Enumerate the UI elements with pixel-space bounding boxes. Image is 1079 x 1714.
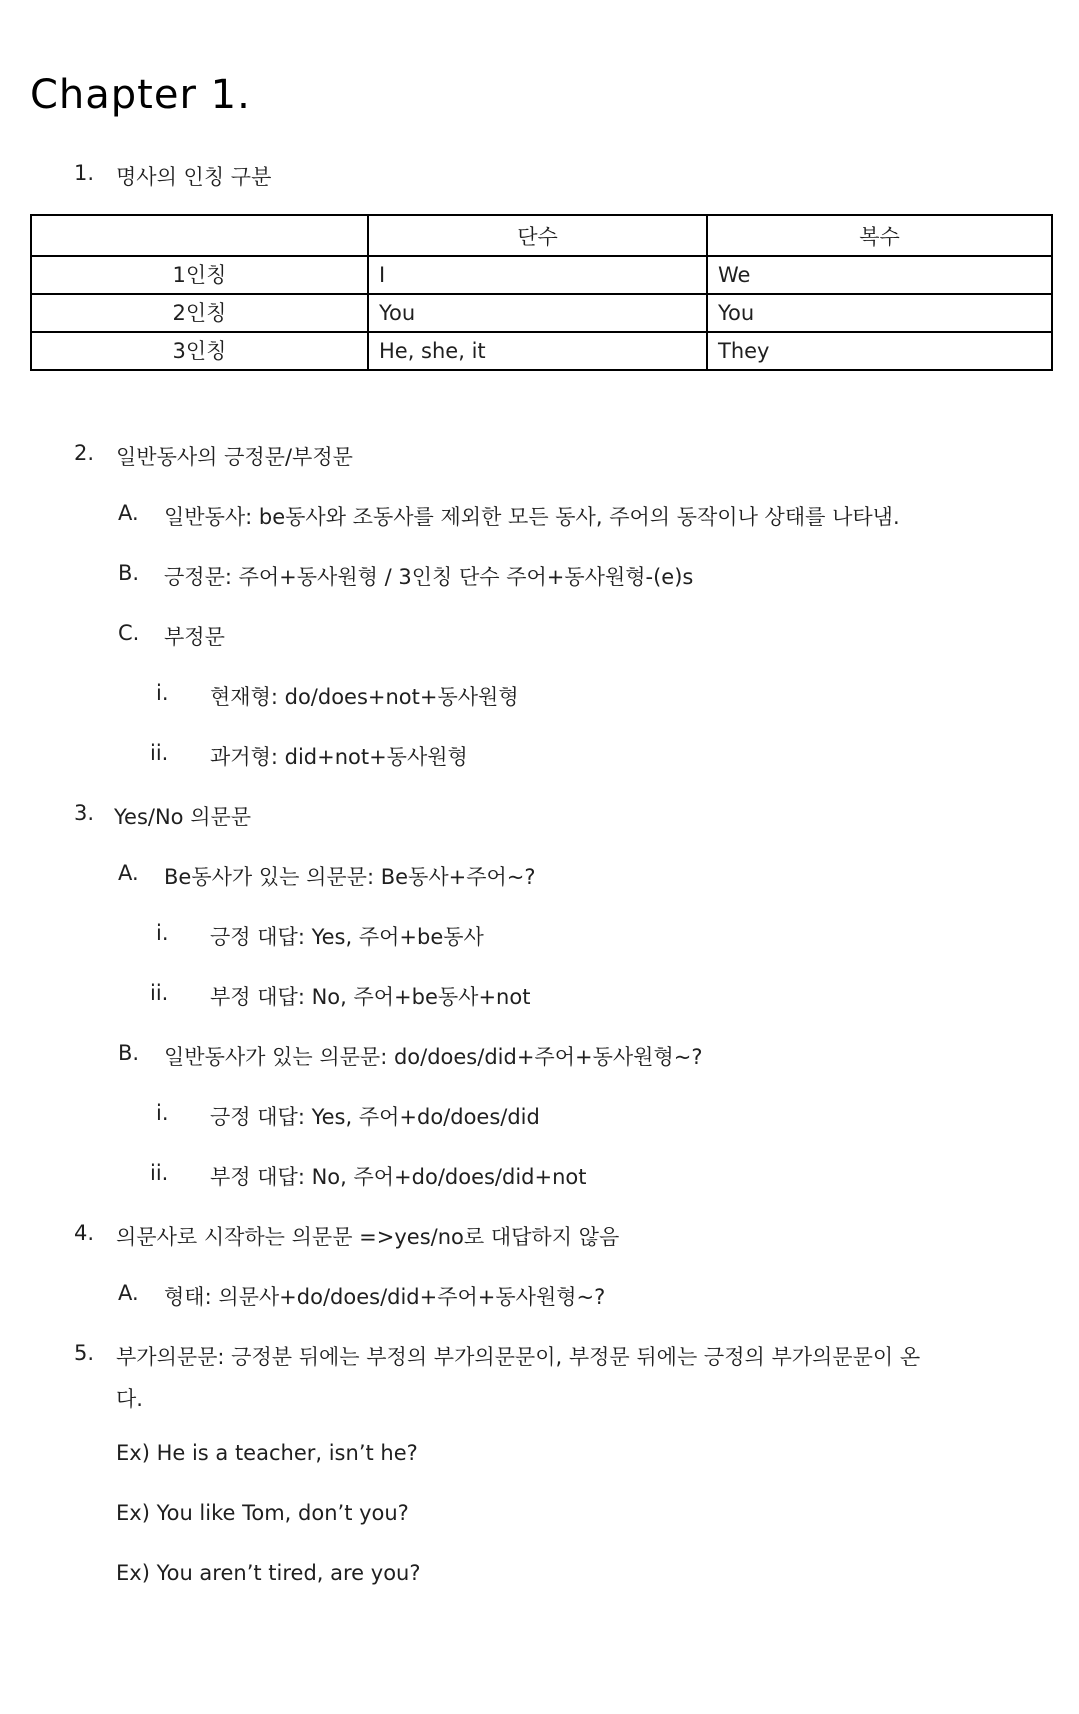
item-text: 현재형: do/does+not+동사원형 <box>210 685 519 709</box>
table-row <box>31 332 1052 370</box>
table-cell: You <box>707 294 1052 332</box>
item-text: 긍정 대답: Yes, 주어+be동사 <box>210 925 484 949</box>
table-row <box>31 294 1052 332</box>
section-number: 1. <box>74 161 95 185</box>
item-roman: i. <box>156 921 169 945</box>
section-number: 3. <box>74 801 95 825</box>
table-header-row <box>31 215 1052 256</box>
item-text: 부정 대답: No, 주어+do/does/did+not <box>210 1165 587 1189</box>
table-header-cell: 단수 <box>368 215 707 256</box>
table-header-cell <box>31 215 368 256</box>
section-text: 부가의문문: 긍정분 뒤에는 부정의 부가의문문이, 부정문 뒤에는 긍정의 부가의문문이 온 <box>116 1345 921 1369</box>
example-sentence: Ex) You like Tom, don’t you? <box>116 1501 409 1525</box>
table-row <box>31 256 1052 294</box>
table-cell: I <box>368 256 707 294</box>
item-roman: i. <box>156 1101 169 1125</box>
table-header-cell: 복수 <box>707 215 1052 256</box>
item-text: 긍정 대답: Yes, 주어+do/does/did <box>210 1105 540 1129</box>
item-letter: C. <box>118 621 140 645</box>
table-cell: 3인칭 <box>31 332 368 370</box>
item-text: 부정문 <box>164 625 225 649</box>
item-text: 일반동사가 있는 의문문: do/does/did+주어+동사원형~? <box>164 1045 703 1069</box>
chapter-title: Chapter 1. <box>30 72 251 118</box>
table-cell: 1인칭 <box>31 256 368 294</box>
table-cell: We <box>707 256 1052 294</box>
example-sentence: Ex) He is a teacher, isn’t he? <box>116 1441 418 1465</box>
item-letter: B. <box>118 561 140 585</box>
table-cell: You <box>368 294 707 332</box>
item-letter: A. <box>118 501 139 525</box>
item-letter: B. <box>118 1041 140 1065</box>
section-number: 5. <box>74 1341 95 1365</box>
section-number: 4. <box>74 1221 95 1245</box>
section-text: Yes/No 의문문 <box>114 805 252 829</box>
item-roman: ii. <box>150 741 169 765</box>
item-letter: A. <box>118 861 139 885</box>
item-text: 부정 대답: No, 주어+be동사+not <box>210 985 531 1009</box>
section-text: 일반동사의 긍정문/부정문 <box>116 445 353 469</box>
table-cell: They <box>707 332 1052 370</box>
section-text: 의문사로 시작하는 의문문 =>yes/no로 대답하지 않음 <box>116 1225 620 1249</box>
item-text: 일반동사: be동사와 조동사를 제외한 모든 동사, 주어의 동작이나 상태를 나타냄. <box>164 505 900 529</box>
item-roman: ii. <box>150 1161 169 1185</box>
item-letter: A. <box>118 1281 139 1305</box>
example-sentence: Ex) You aren’t tired, are you? <box>116 1561 421 1585</box>
item-text: 형태: 의문사+do/does/did+주어+동사원형~? <box>164 1285 606 1309</box>
item-roman: i. <box>156 681 169 705</box>
table-cell: He, she, it <box>368 332 707 370</box>
item-roman: ii. <box>150 981 169 1005</box>
section-text: 명사의 인칭 구분 <box>116 165 272 189</box>
item-text: 긍정문: 주어+동사원형 / 3인칭 단수 주어+동사원형-(e)s <box>164 565 694 589</box>
person-table <box>30 214 1053 371</box>
table-cell: 2인칭 <box>31 294 368 332</box>
section-text: 다. <box>116 1387 143 1411</box>
item-text: Be동사가 있는 의문문: Be동사+주어~? <box>164 865 536 889</box>
section-number: 2. <box>74 441 95 465</box>
item-text: 과거형: did+not+동사원형 <box>210 745 468 769</box>
